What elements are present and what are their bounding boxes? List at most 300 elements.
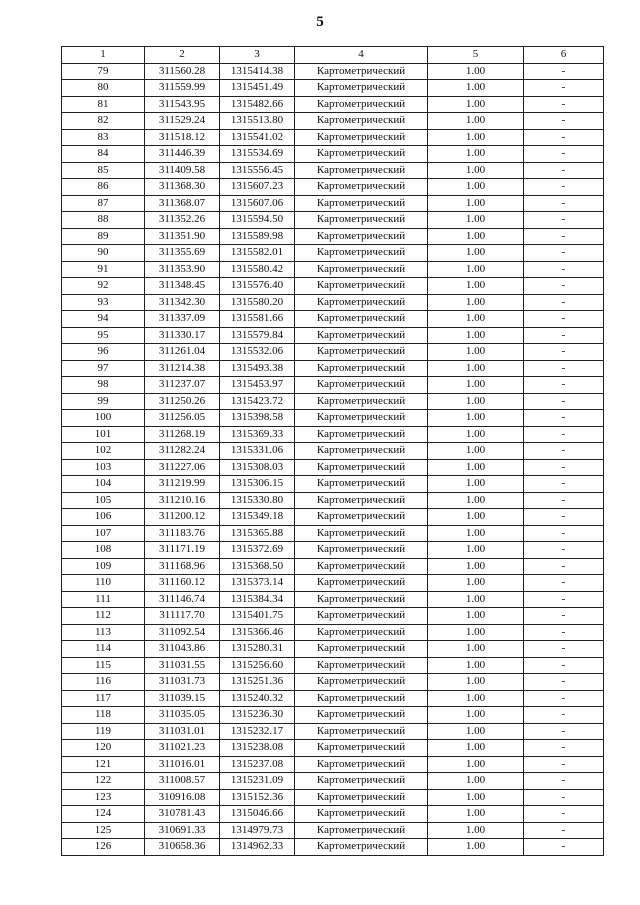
note-cell: - [524,509,604,526]
method-cell: Картометрический [295,542,428,559]
note-cell: - [524,129,604,146]
accuracy-cell: 1.00 [428,591,524,608]
table-row [62,492,604,509]
x-coordinate-cell: 311039.15 [145,690,220,707]
note-cell: - [524,212,604,229]
x-coordinate-cell: 311092.54 [145,624,220,641]
point-number-cell: 79 [62,63,145,80]
x-coordinate-cell: 311219.99 [145,476,220,493]
x-coordinate-cell: 311210.16 [145,492,220,509]
accuracy-cell: 1.00 [428,344,524,361]
accuracy-cell: 1.00 [428,146,524,163]
note-cell: - [524,591,604,608]
point-number-cell: 106 [62,509,145,526]
method-cell: Картометрический [295,641,428,658]
y-coordinate-cell: 1315582.01 [220,245,295,262]
y-coordinate-cell: 1315453.97 [220,377,295,394]
y-coordinate-cell: 1315493.38 [220,360,295,377]
note-cell: - [524,492,604,509]
note-cell: - [524,96,604,113]
method-cell: Картометрический [295,146,428,163]
table-row [62,690,604,707]
x-coordinate-cell: 311146.74 [145,591,220,608]
note-cell: - [524,311,604,328]
note-cell: - [524,443,604,460]
method-cell: Картометрический [295,459,428,476]
method-cell: Картометрический [295,674,428,691]
point-number-cell: 91 [62,261,145,278]
note-cell: - [524,624,604,641]
method-cell: Картометрический [295,426,428,443]
x-coordinate-cell: 311543.95 [145,96,220,113]
x-coordinate-cell: 311330.17 [145,327,220,344]
y-coordinate-cell: 1315308.03 [220,459,295,476]
x-coordinate-cell: 311168.96 [145,558,220,575]
method-cell: Картометрический [295,806,428,823]
method-cell: Картометрический [295,327,428,344]
table-row [62,509,604,526]
note-cell: - [524,179,604,196]
table-row [62,756,604,773]
y-coordinate-cell: 1315607.06 [220,195,295,212]
point-number-cell: 111 [62,591,145,608]
header-col-5: 5 [428,47,524,64]
note-cell: - [524,377,604,394]
y-coordinate-cell: 1315580.20 [220,294,295,311]
table-row [62,707,604,724]
method-cell: Картометрический [295,96,428,113]
point-number-cell: 102 [62,443,145,460]
y-coordinate-cell: 1315331.06 [220,443,295,460]
point-number-cell: 119 [62,723,145,740]
point-number-cell: 105 [62,492,145,509]
note-cell: - [524,542,604,559]
x-coordinate-cell: 311529.24 [145,113,220,130]
accuracy-cell: 1.00 [428,80,524,97]
point-number-cell: 90 [62,245,145,262]
y-coordinate-cell: 1315256.60 [220,657,295,674]
point-number-cell: 116 [62,674,145,691]
accuracy-cell: 1.00 [428,690,524,707]
x-coordinate-cell: 310781.43 [145,806,220,823]
point-number-cell: 110 [62,575,145,592]
x-coordinate-cell: 311043.86 [145,641,220,658]
x-coordinate-cell: 311227.06 [145,459,220,476]
y-coordinate-cell: 1315580.42 [220,261,295,278]
x-coordinate-cell: 311250.26 [145,393,220,410]
accuracy-cell: 1.00 [428,756,524,773]
point-number-cell: 104 [62,476,145,493]
x-coordinate-cell: 310658.36 [145,839,220,856]
point-number-cell: 120 [62,740,145,757]
point-number-cell: 80 [62,80,145,97]
point-number-cell: 84 [62,146,145,163]
x-coordinate-cell: 311353.90 [145,261,220,278]
y-coordinate-cell: 1315372.69 [220,542,295,559]
method-cell: Картометрический [295,707,428,724]
method-cell: Картометрический [295,608,428,625]
header-col-6: 6 [524,47,604,64]
accuracy-cell: 1.00 [428,509,524,526]
note-cell: - [524,393,604,410]
point-number-cell: 97 [62,360,145,377]
accuracy-cell: 1.00 [428,773,524,790]
point-number-cell: 103 [62,459,145,476]
y-coordinate-cell: 1315152.36 [220,789,295,806]
x-coordinate-cell: 311559.99 [145,80,220,97]
x-coordinate-cell: 310691.33 [145,822,220,839]
point-number-cell: 88 [62,212,145,229]
accuracy-cell: 1.00 [428,492,524,509]
table-row [62,822,604,839]
y-coordinate-cell: 1315451.49 [220,80,295,97]
point-number-cell: 122 [62,773,145,790]
y-coordinate-cell: 1315423.72 [220,393,295,410]
y-coordinate-cell: 1315556.45 [220,162,295,179]
table-row [62,839,604,856]
point-number-cell: 121 [62,756,145,773]
table-row [62,806,604,823]
x-coordinate-cell: 311446.39 [145,146,220,163]
page-number: 5 [316,14,324,30]
x-coordinate-cell: 311409.58 [145,162,220,179]
table-row [62,179,604,196]
note-cell: - [524,641,604,658]
y-coordinate-cell: 1315607.23 [220,179,295,196]
method-cell: Картометрический [295,377,428,394]
y-coordinate-cell: 1315330.80 [220,492,295,509]
x-coordinate-cell: 311183.76 [145,525,220,542]
method-cell: Картометрический [295,129,428,146]
x-coordinate-cell: 311268.19 [145,426,220,443]
table-row [62,261,604,278]
accuracy-cell: 1.00 [428,740,524,757]
method-cell: Картометрический [295,245,428,262]
note-cell: - [524,245,604,262]
accuracy-cell: 1.00 [428,608,524,625]
accuracy-cell: 1.00 [428,311,524,328]
table-row [62,476,604,493]
method-cell: Картометрический [295,575,428,592]
x-coordinate-cell: 311337.09 [145,311,220,328]
table-row [62,410,604,427]
x-coordinate-cell: 311351.90 [145,228,220,245]
method-cell: Картометрический [295,179,428,196]
accuracy-cell: 1.00 [428,261,524,278]
x-coordinate-cell: 311518.12 [145,129,220,146]
note-cell: - [524,822,604,839]
method-cell: Картометрический [295,63,428,80]
method-cell: Картометрический [295,80,428,97]
point-number-cell: 114 [62,641,145,658]
point-number-cell: 82 [62,113,145,130]
note-cell: - [524,575,604,592]
point-number-cell: 96 [62,344,145,361]
method-cell: Картометрический [295,525,428,542]
method-cell: Картометрический [295,690,428,707]
table-row [62,393,604,410]
point-number-cell: 112 [62,608,145,625]
method-cell: Картометрический [295,360,428,377]
point-number-cell: 100 [62,410,145,427]
accuracy-cell: 1.00 [428,245,524,262]
point-number-cell: 83 [62,129,145,146]
table-row [62,327,604,344]
table-row [62,146,604,163]
table-row [62,377,604,394]
header-row [62,47,604,64]
note-cell: - [524,690,604,707]
y-coordinate-cell: 1315232.17 [220,723,295,740]
table-row [62,245,604,262]
x-coordinate-cell: 311200.12 [145,509,220,526]
table-row [62,591,604,608]
method-cell: Картометрический [295,822,428,839]
header-col-2: 2 [145,47,220,64]
note-cell: - [524,261,604,278]
y-coordinate-cell: 1315236.30 [220,707,295,724]
x-coordinate-cell: 311016.01 [145,756,220,773]
method-cell: Картометрический [295,558,428,575]
method-cell: Картометрический [295,591,428,608]
table-row [62,608,604,625]
y-coordinate-cell: 1315238.08 [220,740,295,757]
accuracy-cell: 1.00 [428,377,524,394]
point-number-cell: 85 [62,162,145,179]
x-coordinate-cell: 311008.57 [145,773,220,790]
table-row [62,212,604,229]
y-coordinate-cell: 1315373.14 [220,575,295,592]
x-coordinate-cell: 311031.73 [145,674,220,691]
note-cell: - [524,459,604,476]
x-coordinate-cell: 311256.05 [145,410,220,427]
method-cell: Картометрический [295,228,428,245]
table-row [62,195,604,212]
y-coordinate-cell: 1315581.66 [220,311,295,328]
point-number-cell: 107 [62,525,145,542]
table-row [62,789,604,806]
method-cell: Картометрический [295,839,428,856]
method-cell: Картометрический [295,311,428,328]
y-coordinate-cell: 1315401.75 [220,608,295,625]
table-row [62,344,604,361]
x-coordinate-cell: 311348.45 [145,278,220,295]
note-cell: - [524,707,604,724]
accuracy-cell: 1.00 [428,294,524,311]
accuracy-cell: 1.00 [428,195,524,212]
x-coordinate-cell: 311352.26 [145,212,220,229]
accuracy-cell: 1.00 [428,443,524,460]
x-coordinate-cell: 311171.19 [145,542,220,559]
table-body [62,63,604,855]
y-coordinate-cell: 1315482.66 [220,96,295,113]
method-cell: Картометрический [295,344,428,361]
note-cell: - [524,162,604,179]
y-coordinate-cell: 1315589.98 [220,228,295,245]
accuracy-cell: 1.00 [428,674,524,691]
method-cell: Картометрический [295,162,428,179]
note-cell: - [524,426,604,443]
x-coordinate-cell: 311237.07 [145,377,220,394]
table-row [62,525,604,542]
x-coordinate-cell: 311355.69 [145,245,220,262]
table-row [62,459,604,476]
note-cell: - [524,839,604,856]
note-cell: - [524,525,604,542]
y-coordinate-cell: 1315280.31 [220,641,295,658]
table-row [62,575,604,592]
note-cell: - [524,113,604,130]
coordinates-table [61,46,604,856]
note-cell: - [524,63,604,80]
table-row [62,723,604,740]
header-col-4: 4 [295,47,428,64]
point-number-cell: 95 [62,327,145,344]
accuracy-cell: 1.00 [428,575,524,592]
y-coordinate-cell: 1315398.58 [220,410,295,427]
accuracy-cell: 1.00 [428,657,524,674]
x-coordinate-cell: 311021.23 [145,740,220,757]
table-row [62,657,604,674]
method-cell: Картометрический [295,740,428,757]
accuracy-cell: 1.00 [428,278,524,295]
note-cell: - [524,773,604,790]
point-number-cell: 89 [62,228,145,245]
note-cell: - [524,674,604,691]
note-cell: - [524,657,604,674]
x-coordinate-cell: 311342.30 [145,294,220,311]
y-coordinate-cell: 1315576.40 [220,278,295,295]
table-row [62,228,604,245]
table-row [62,278,604,295]
table-row [62,80,604,97]
point-number-cell: 99 [62,393,145,410]
table-row [62,311,604,328]
accuracy-cell: 1.00 [428,806,524,823]
point-number-cell: 109 [62,558,145,575]
note-cell: - [524,344,604,361]
accuracy-cell: 1.00 [428,542,524,559]
x-coordinate-cell: 311160.12 [145,575,220,592]
note-cell: - [524,80,604,97]
y-coordinate-cell: 1315251.36 [220,674,295,691]
note-cell: - [524,756,604,773]
x-coordinate-cell: 311117.70 [145,608,220,625]
table-row [62,294,604,311]
table-row [62,773,604,790]
accuracy-cell: 1.00 [428,839,524,856]
method-cell: Картометрический [295,723,428,740]
point-number-cell: 98 [62,377,145,394]
x-coordinate-cell: 311035.05 [145,707,220,724]
accuracy-cell: 1.00 [428,822,524,839]
accuracy-cell: 1.00 [428,789,524,806]
table-row [62,63,604,80]
accuracy-cell: 1.00 [428,327,524,344]
table-row [62,162,604,179]
point-number-cell: 117 [62,690,145,707]
accuracy-cell: 1.00 [428,129,524,146]
method-cell: Картометрический [295,773,428,790]
method-cell: Картометрический [295,476,428,493]
accuracy-cell: 1.00 [428,459,524,476]
table-header [62,47,604,64]
point-number-cell: 81 [62,96,145,113]
table-row [62,624,604,641]
method-cell: Картометрический [295,261,428,278]
note-cell: - [524,327,604,344]
point-number-cell: 123 [62,789,145,806]
accuracy-cell: 1.00 [428,228,524,245]
accuracy-cell: 1.00 [428,558,524,575]
table-row [62,96,604,113]
method-cell: Картометрический [295,278,428,295]
x-coordinate-cell: 311368.30 [145,179,220,196]
method-cell: Картометрический [295,492,428,509]
note-cell: - [524,294,604,311]
point-number-cell: 126 [62,839,145,856]
note-cell: - [524,558,604,575]
point-number-cell: 94 [62,311,145,328]
method-cell: Картометрический [295,509,428,526]
y-coordinate-cell: 1314962.33 [220,839,295,856]
x-coordinate-cell: 311560.28 [145,63,220,80]
y-coordinate-cell: 1315306.15 [220,476,295,493]
point-number-cell: 92 [62,278,145,295]
note-cell: - [524,740,604,757]
method-cell: Картометрический [295,624,428,641]
method-cell: Картометрический [295,657,428,674]
y-coordinate-cell: 1315414.38 [220,63,295,80]
accuracy-cell: 1.00 [428,641,524,658]
y-coordinate-cell: 1315366.46 [220,624,295,641]
y-coordinate-cell: 1315365.88 [220,525,295,542]
x-coordinate-cell: 311282.24 [145,443,220,460]
note-cell: - [524,146,604,163]
point-number-cell: 93 [62,294,145,311]
y-coordinate-cell: 1315231.09 [220,773,295,790]
accuracy-cell: 1.00 [428,360,524,377]
header-col-1: 1 [62,47,145,64]
note-cell: - [524,410,604,427]
y-coordinate-cell: 1315541.02 [220,129,295,146]
accuracy-cell: 1.00 [428,426,524,443]
note-cell: - [524,806,604,823]
y-coordinate-cell: 1315513.80 [220,113,295,130]
point-number-cell: 101 [62,426,145,443]
method-cell: Картометрический [295,294,428,311]
point-number-cell: 115 [62,657,145,674]
method-cell: Картометрический [295,443,428,460]
method-cell: Картометрический [295,789,428,806]
point-number-cell: 108 [62,542,145,559]
table-row [62,360,604,377]
y-coordinate-cell: 1315237.08 [220,756,295,773]
x-coordinate-cell: 311031.55 [145,657,220,674]
accuracy-cell: 1.00 [428,63,524,80]
point-number-cell: 125 [62,822,145,839]
point-number-cell: 118 [62,707,145,724]
note-cell: - [524,789,604,806]
y-coordinate-cell: 1315579.84 [220,327,295,344]
y-coordinate-cell: 1315369.33 [220,426,295,443]
table-row [62,641,604,658]
table-row [62,542,604,559]
accuracy-cell: 1.00 [428,707,524,724]
method-cell: Картометрический [295,195,428,212]
note-cell: - [524,476,604,493]
note-cell: - [524,228,604,245]
